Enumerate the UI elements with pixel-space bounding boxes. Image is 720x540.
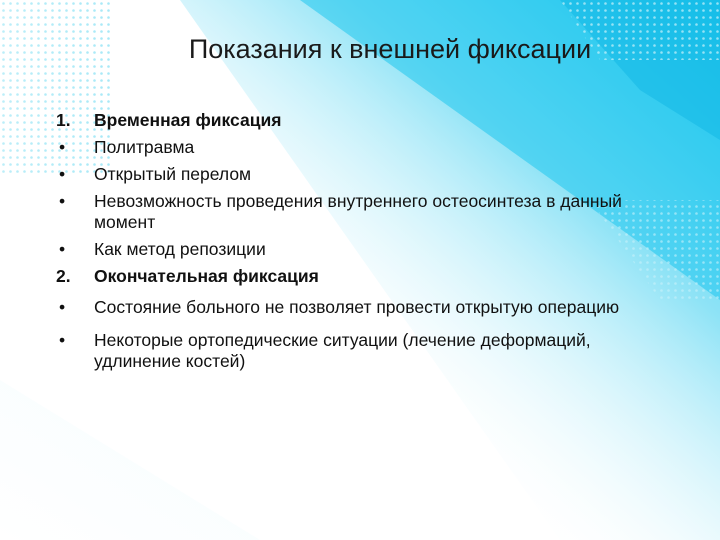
list-marker: 1. bbox=[56, 110, 71, 130]
slide-title: Показания к внешней фиксации bbox=[188, 34, 592, 64]
list-item-text: Открытый перелом bbox=[94, 164, 252, 184]
bullet-icon: • bbox=[59, 239, 66, 259]
list-item-2 bbox=[56, 266, 656, 287]
bullet-icon: • bbox=[59, 191, 66, 211]
bullet-icon: • bbox=[59, 137, 66, 157]
list-item-1 bbox=[56, 110, 656, 131]
list-item bbox=[56, 137, 656, 158]
list-item-text: Политравма bbox=[94, 137, 195, 157]
bullet-icon: • bbox=[59, 330, 66, 350]
list-item bbox=[56, 239, 656, 260]
list-item-text: Как метод репозиции bbox=[94, 239, 266, 259]
list-item-text: Невозможность проведения внутреннего остеосинтеза в данный момент bbox=[94, 191, 622, 232]
list-item-text: Состояние больного не позволяет провести открытую операцию bbox=[94, 297, 620, 317]
list-item bbox=[56, 330, 656, 372]
bullet-icon: • bbox=[59, 297, 66, 317]
list-item-text: Временная фиксация bbox=[94, 110, 282, 130]
list-item bbox=[56, 164, 656, 185]
list-item bbox=[56, 297, 656, 318]
bullet-list bbox=[56, 110, 656, 372]
list-item-text: Окончательная фиксация bbox=[94, 266, 319, 286]
bullet-icon: • bbox=[59, 164, 66, 184]
list-item bbox=[56, 191, 656, 233]
list-marker: 2. bbox=[56, 266, 71, 286]
list-item-text: Некоторые ортопедические ситуации (лечение деформаций, удлинение костей) bbox=[94, 330, 591, 371]
